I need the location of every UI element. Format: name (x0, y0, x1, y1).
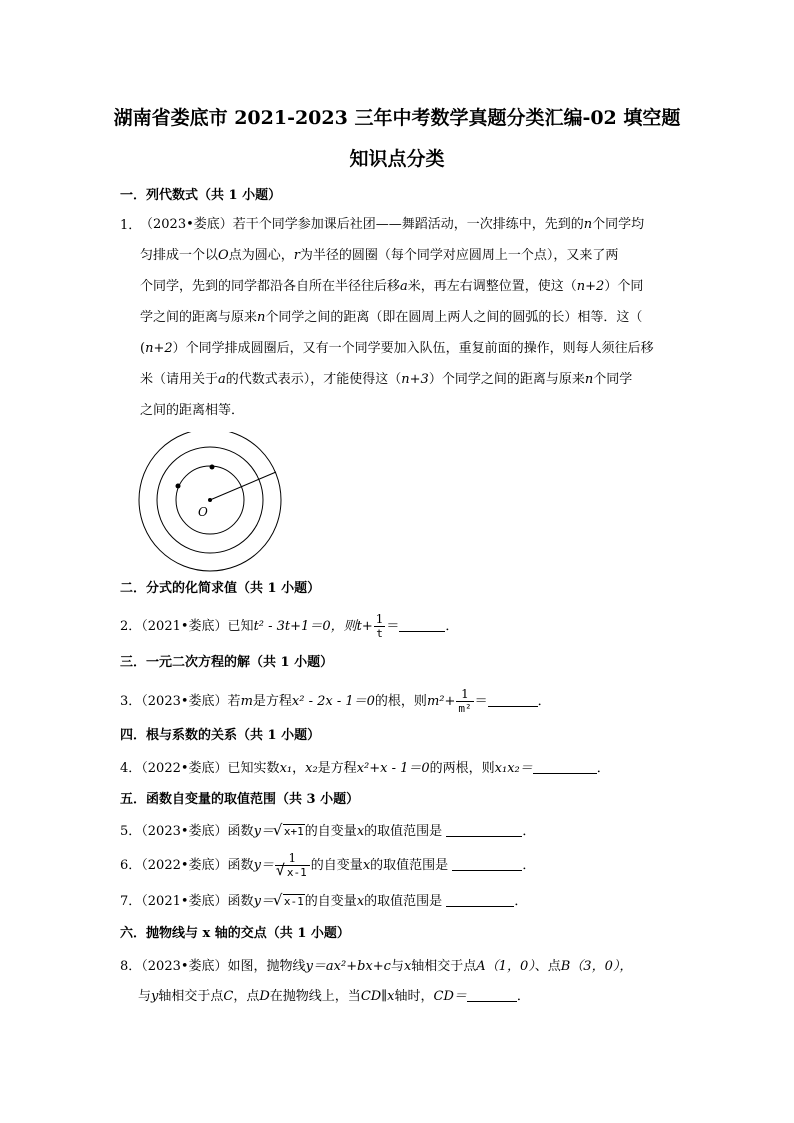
question-5: 5．（2023•娄底）函数y＝√ x+1的自变量x的取值范围是 ． (120, 823, 535, 841)
fraction-1-over-m-squared: $\frac{1}{\text{m²}}$ (458, 687, 472, 715)
section-heading-6: 六．抛物线与 x 轴的交点（共 1 小题） (120, 926, 350, 941)
section-heading-1: 一．列代数式（共 1 小题） (120, 188, 282, 203)
sqrt-expression: √ x+1 (274, 823, 305, 841)
section-heading-5: 五．函数自变量的取值范围（共 3 小题） (120, 792, 360, 807)
answer-blank[interactable] (533, 760, 597, 774)
fraction-1-over-t: $\frac{1}{t}$ (375, 612, 384, 640)
answer-blank[interactable] (467, 988, 517, 1002)
center-label: O (198, 505, 208, 519)
question-2: 2．（2021•娄底）已知t² - 3t+1＝0，则t+ $\frac{1}{t}$ ＝ ． (120, 612, 459, 640)
point-on-inner-circle (176, 484, 181, 489)
radius-line (210, 472, 276, 500)
answer-blank[interactable] (488, 693, 538, 707)
question-1-number: 1． (120, 218, 142, 233)
point-on-middle-circle (210, 465, 215, 470)
section-heading-4: 四．根与系数的关系（共 1 小题） (120, 728, 321, 743)
sqrt-expression: √ x-1 (274, 893, 305, 911)
answer-blank[interactable] (452, 857, 522, 871)
question-8-line-2: 与y轴相交于点C，点D在抛物线上，当CD∥x轴时，CD＝ ． (138, 989, 530, 1004)
section-heading-2: 二．分式的化简求值（共 1 小题） (120, 581, 321, 596)
answer-blank[interactable] (446, 823, 522, 837)
question-8-line-1: 8．（2023•娄底）如图，抛物线y＝ax²+bx+c与x轴相交于点A（1，0）、点B（3，0）， (120, 959, 633, 974)
center-point (208, 498, 212, 502)
question-1-text: （2023•娄底）若干个同学参加课后社团——舞蹈活动，一次排练中，先到的n个同学均 匀排成一个以O点为圆心，r为半径的圆圈（每个同学对应圆周上一个点），又来了两 个同学，先到的同学都沿各自所在半径往后移a米，再左右调整位置，使这（n+2）个同 学之间的距离与原来n个同学之间的距离（即在圆周上两人之间的圆弧的长）相等．这（ (n+2）个同学排成圆圈后，又有一个同学要加入队伍，重复前面的操作，则每人须往后移 米（请用关于a的代数式表示），才能使得这（n+3）个同学之间的距离与原来n个同学 之间的距离相等． (140, 217, 654, 418)
fraction-1-over-sqrt: 1 √ x-1 (275, 852, 310, 879)
question-4: 4．（2022•娄底）已知实数x₁，x₂是方程x²+x - 1＝0的两根，则x₁x₂＝ ． (120, 761, 610, 776)
document-subtitle: 知识点分类 (349, 148, 445, 170)
section-heading-3: 三．一元二次方程的解（共 1 小题） (120, 655, 334, 670)
question-6: 6．（2022•娄底）函数y＝ 1 √ x-1 的自变量x的取值范围是 ． (120, 852, 535, 879)
answer-blank[interactable] (446, 893, 514, 907)
concentric-circles-figure (136, 432, 286, 572)
document-title: 湖南省娄底市 2021-2023 三年中考数学真题分类汇编-02 填空题 (113, 107, 681, 129)
question-7: 7．（2021•娄底）函数y＝√ x-1的自变量x的取值范围是 ． (120, 893, 527, 911)
answer-blank[interactable] (399, 618, 445, 632)
question-3: 3．（2023•娄底）若m是方程x² - 2x - 1＝0的根，则m²+ $\frac{1}{\text{m²}}$ ＝ ． (120, 687, 551, 715)
